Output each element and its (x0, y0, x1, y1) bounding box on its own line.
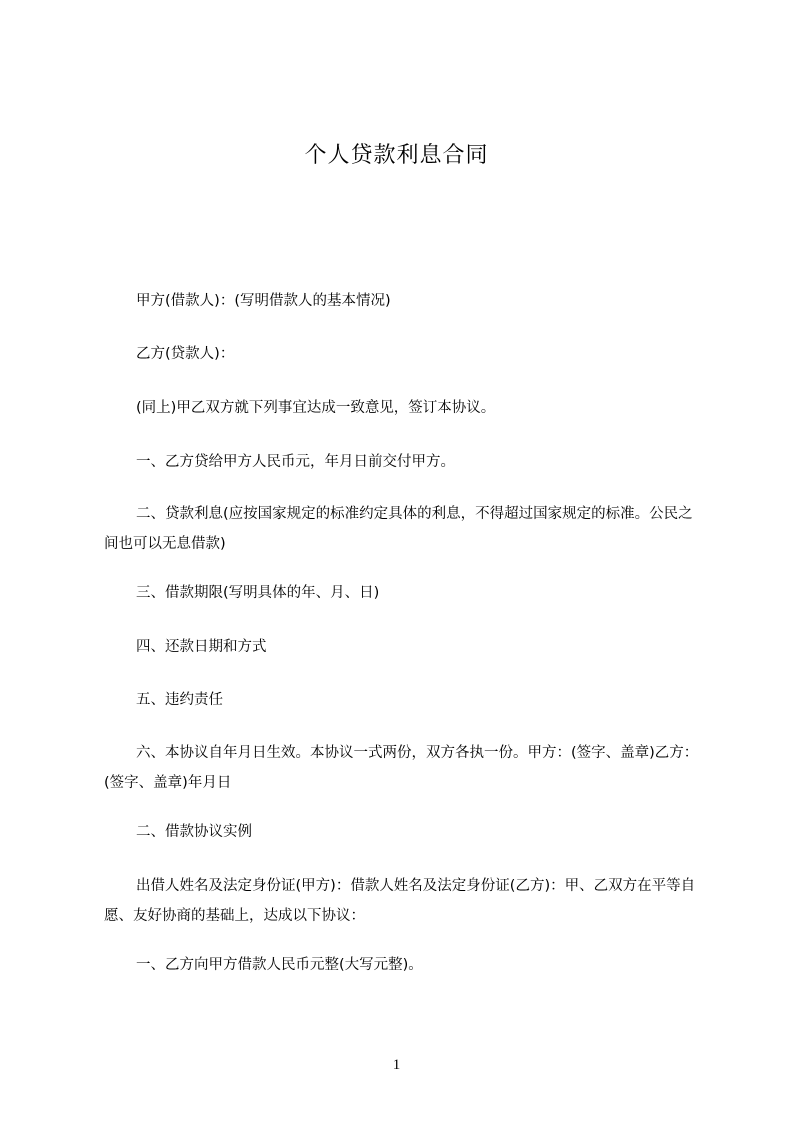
paragraph-clause-3: 三、借款期限(写明具体的年、月、日) (136, 585, 380, 601)
paragraph-example-clause-1: 一、乙方向甲方借款人民币元整(大写元整)。 (136, 957, 423, 973)
paragraph-clause-6: 六、本协议自年月日生效。本协议一式两份，双方各执一份。甲方：(签字、盖章)乙方：(签字、盖章)年月日 (104, 745, 699, 791)
paragraph-example-intro: 出借人姓名及法定身份证(甲方)：借款人姓名及法定身份证(乙方)：甲、乙双方在平等自愿、友好协商的基础上，达成以下协议： (104, 878, 696, 924)
paragraph-agreement-intro: (同上)甲乙双方就下列事宜达成一致意见，签订本协议。 (136, 400, 496, 416)
paragraph-clause-1: 一、乙方贷给甲方人民币元，年月日前交付甲方。 (136, 454, 455, 470)
paragraph-clause-5: 五、违约责任 (136, 692, 223, 708)
document-title: 个人贷款利息合同 (304, 143, 489, 168)
paragraph-party-b: 乙方(贷款人)： (136, 346, 235, 362)
paragraph-clause-2: 二、贷款利息(应按国家规定的标准约定具体的利息，不得超过国家规定的标准。公民之间也可以无息借款) (104, 506, 693, 552)
paragraph-section-heading: 二、借款协议实例 (136, 824, 252, 840)
paragraph-clause-4: 四、还款日期和方式 (136, 639, 267, 655)
page-number: 1 (392, 1057, 401, 1073)
paragraph-party-a: 甲方(借款人)：(写明借款人的基本情况) (136, 293, 391, 309)
